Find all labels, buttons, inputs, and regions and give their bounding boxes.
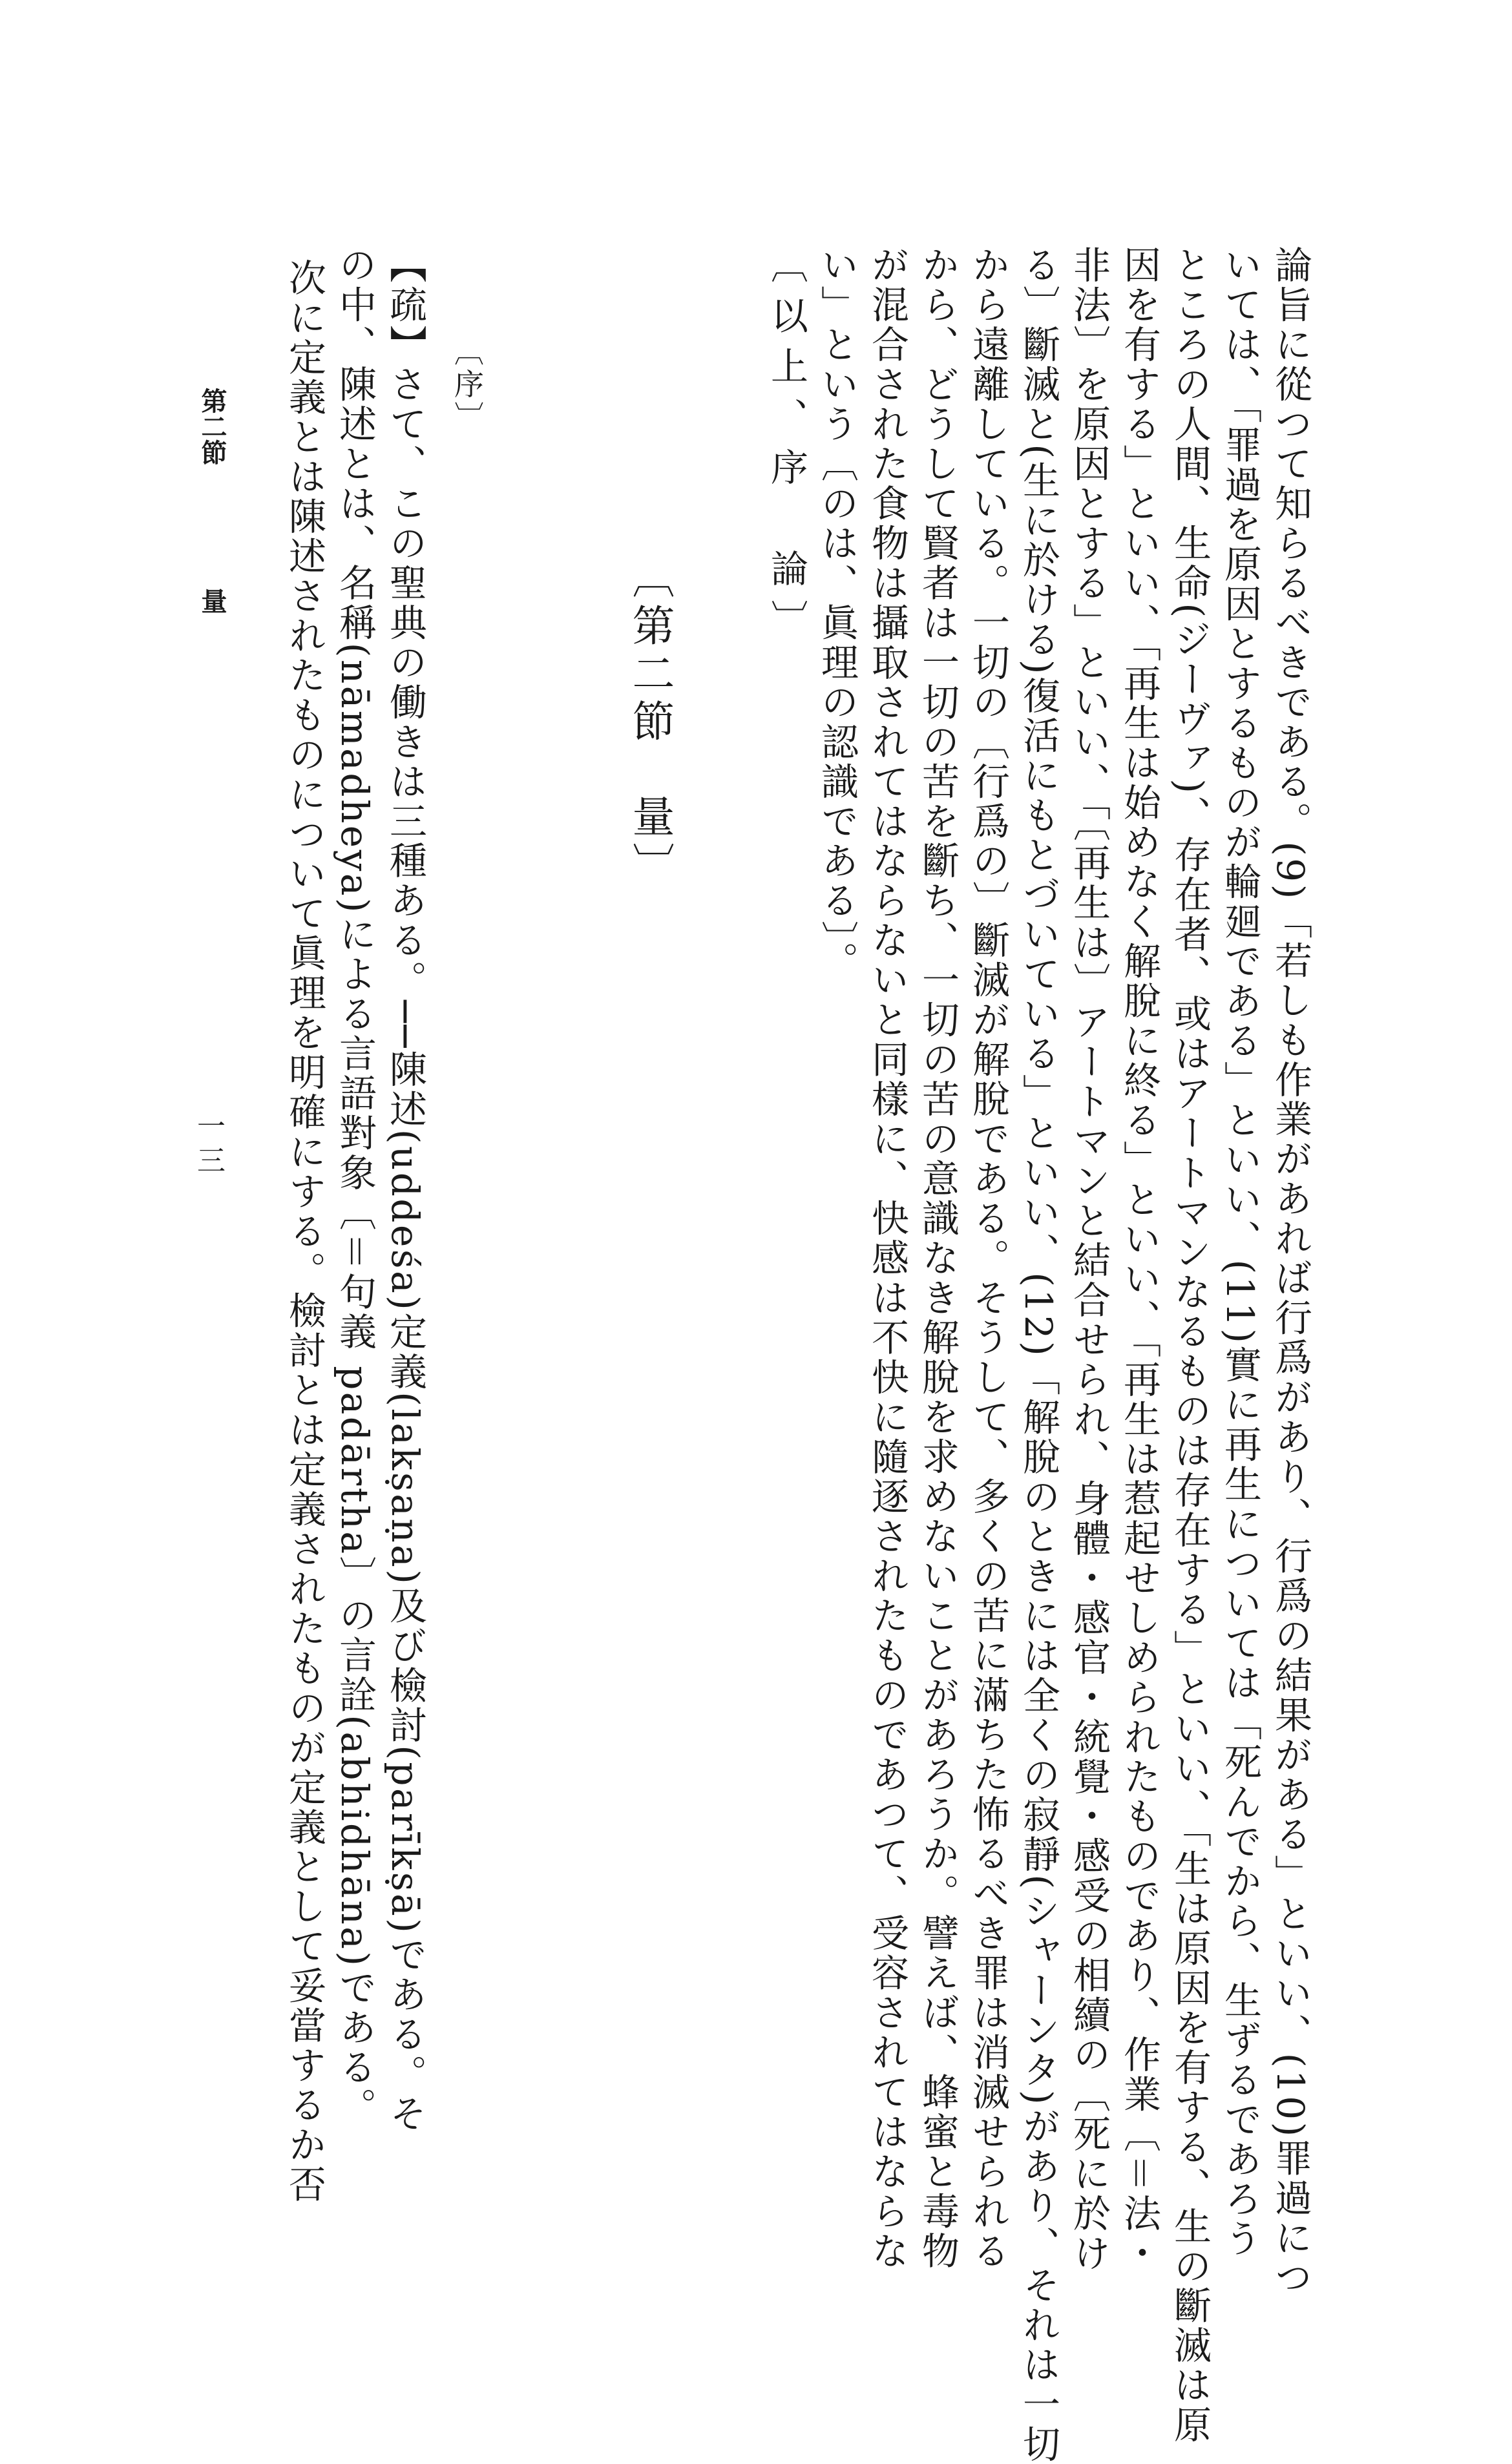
running-head-title: 量 <box>197 588 227 614</box>
body-line-8: から、どうして賢者は一切の苦を斷ち、一切の苦の意識なき解脫を求めないことがあろうか。譬えば、蜂蜜と毒物 <box>916 245 960 2271</box>
body-line-10: い」という〔のは、眞理の認識である〕。 <box>815 245 859 982</box>
commentary-line-1: 【疏】さて、この聖典の働きは三種ある。──陳述(uddeśa)定義(lakṣaṇa)及び檢討(parīkṣā)である。そ <box>383 245 427 2134</box>
body-line-4: 因を有する」といい、「再生は始めなく解脫に終る」といい、「再生は惹起せしめられたものであり、作業〔＝法・ <box>1117 245 1161 2273</box>
commentary-line-3: 次に定義とは陳述されたものについて眞理を明確にする。檢討とは定義されたものが定義として妥當するか否 <box>282 258 326 2205</box>
running-head-section: 第二節 <box>197 388 227 465</box>
body-line-7: から遠離している。一切の〔行爲の〕斷滅が解脫である。そうして、多くの苦に滿ちた怖るべき罪は消滅せられる <box>966 245 1010 2271</box>
body-line-6: る〕斷滅と(生に於ける)復活にもとづいている」といい、(12)「解脫のときには全くの寂靜(シャーンタ)があり、それは一切 <box>1016 245 1060 2464</box>
body-line-3: ところの人間、生命(ジーヴァ)、存在者、或はアートマンなるものは存在する」といい、「生は原因を有する、生の斷滅は原 <box>1168 245 1212 2445</box>
body-line-9: が混合された食物は攝取されてはならないと同樣に、快感は不快に隨逐されたものであつて、受容されてはならな <box>865 245 909 2271</box>
page-number: 一三 <box>192 1111 225 1180</box>
commentary-line-2: の中、陳述とは、名稱(nāmadheya)による言語對象〔＝句義 padārtha〕の言詮(abhidhāna)である。 <box>333 245 377 2127</box>
section-end-note: 〔以上、序 論〕 <box>764 245 808 651</box>
body-line-1: 論旨に從つて知らるべきである。(9)「若しも作業があれば行爲があり、行爲の結果がある」といい、(10)罪過につ <box>1268 245 1312 2298</box>
section-heading: 〔第二節 量〕 <box>625 556 675 890</box>
body-line-5: 非法〕を原因とする」といい、「〔再生は〕アートマンと結合せられ、身體・感官・統覺・感受の相續の〔死に於け <box>1067 245 1111 2273</box>
body-line-2: いては、「罪過を原因とするものが輪廻である」といい、(11)實に再生については「死んでから、生ずるであろう <box>1218 245 1262 2259</box>
section-label: 〔序〕 <box>450 336 485 434</box>
